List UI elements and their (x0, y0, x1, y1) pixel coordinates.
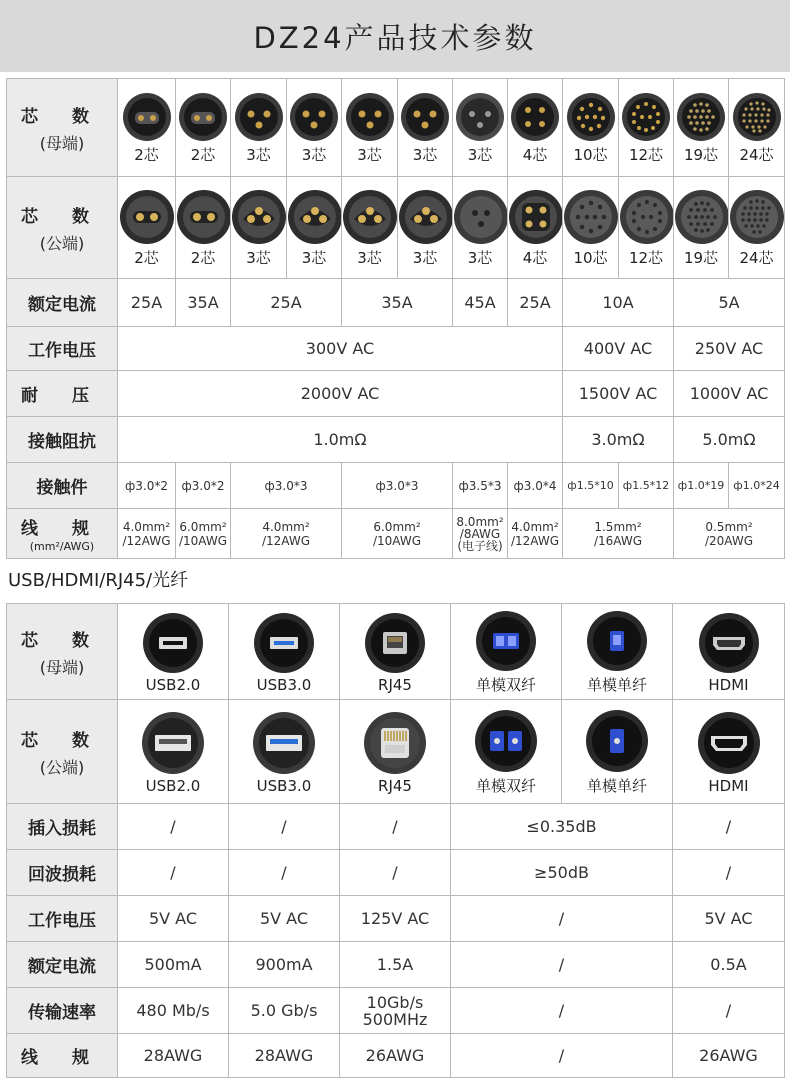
port-cell: HDMI (673, 700, 785, 804)
fiber-simplex-male-icon (585, 709, 649, 773)
wire-value: 4.0mm² /12AWG (231, 509, 342, 559)
resistance-row (7, 417, 785, 463)
contact-value: ф1.5*10 (563, 463, 619, 509)
connector-4pin-male-icon (508, 189, 563, 245)
speed-value: / (451, 988, 673, 1034)
usb-spec-table (6, 603, 785, 1078)
connector-cell: 24芯 (729, 177, 785, 279)
port-cell: USB2.0 (118, 604, 229, 700)
usb2-female-icon (142, 612, 204, 674)
current-value: / (451, 942, 673, 988)
usb-female-row (7, 604, 785, 700)
return-value: ≥50dB (451, 850, 673, 896)
return-row (7, 850, 785, 896)
insertion-value: / (118, 804, 229, 850)
wire-value: 0.5mm² /20AWG (674, 509, 785, 559)
page-title: DZ24产品技术参数 (253, 20, 537, 55)
port-cell: USB3.0 (229, 700, 340, 804)
connector-cell: 3芯 (231, 79, 287, 177)
wire-value: 26AWG (673, 1034, 785, 1078)
row-header-current: 额定电流 (7, 279, 118, 327)
connector-3pin-female-icon (400, 92, 450, 142)
contact-value: ф1.0*19 (674, 463, 729, 509)
section-title-usb: USB/HDMI/RJ45/光纤 (8, 570, 189, 591)
fiber-simplex-female-icon (586, 610, 648, 672)
connector-cell: 2芯 (176, 177, 231, 279)
usb-male-row (7, 700, 785, 804)
connector-cell: 2芯 (118, 79, 176, 177)
male-cores-row (7, 177, 785, 279)
row-header-wire: 线 规 (mm²/AWG) (7, 509, 118, 559)
current-value: 25A (118, 279, 176, 327)
connector-3pin-female-icon (289, 92, 339, 142)
current-value: 45A (453, 279, 508, 327)
row-header-male: 芯 数 (公端) (7, 177, 118, 279)
row-header-insertion: 插入损耗 (7, 804, 118, 850)
connector-2pin-female-icon (122, 92, 172, 142)
resistance-value: 1.0mΩ (118, 417, 563, 463)
connector-cell: 3芯 (287, 177, 342, 279)
voltage-value: 300V AC (118, 327, 563, 371)
connector-2pin-male-icon (119, 189, 175, 245)
connector-3pin-male-icon (287, 189, 342, 245)
connector-cell: 3芯 (231, 177, 287, 279)
row-header-female: 芯 数 (母端) (7, 79, 118, 177)
fiber-duplex-male-icon (474, 709, 538, 773)
current-value: 25A (508, 279, 563, 327)
wire-value: 28AWG (118, 1034, 229, 1078)
port-cell: RJ45 (340, 604, 451, 700)
row-header-male: 芯 数 (公端) (7, 700, 118, 804)
row-header-resistance: 接触阻抗 (7, 417, 118, 463)
withstand-row (7, 371, 785, 417)
usb-current-row (7, 942, 785, 988)
connector-3pin-female-icon (455, 92, 505, 142)
row-header-withstand: 耐 压 (7, 371, 118, 417)
port-cell: HDMI (673, 604, 785, 700)
resistance-value: 3.0mΩ (563, 417, 674, 463)
wire-value: 4.0mm² /12AWG (118, 509, 176, 559)
wire-value: 6.0mm² /10AWG (342, 509, 453, 559)
insertion-value: / (229, 804, 340, 850)
wire-value: 4.0mm² /12AWG (508, 509, 563, 559)
connector-cell: 2芯 (118, 177, 176, 279)
current-row (7, 279, 785, 327)
wire-value: 6.0mm² /10AWG (176, 509, 231, 559)
voltage-row (7, 327, 785, 371)
connector-3pin-male-icon (398, 189, 453, 245)
speed-value: / (673, 988, 785, 1034)
speed-value: 5.0 Gb/s (229, 988, 340, 1034)
port-cell: USB3.0 (229, 604, 340, 700)
connector-4pin-female-icon (510, 92, 560, 142)
voltage-value: 5V AC (118, 896, 229, 942)
connector-cell: 3芯 (398, 177, 453, 279)
voltage-value: 125V AC (340, 896, 451, 942)
connector-3pin-male-icon (231, 189, 287, 245)
connector-cell: 24芯 (729, 79, 785, 177)
contact-value: ф3.0*2 (118, 463, 176, 509)
wire-row (7, 509, 785, 559)
row-header-voltage: 工作电压 (7, 896, 118, 942)
usb3-female-icon (253, 612, 315, 674)
return-value: / (229, 850, 340, 896)
connector-cell: 10芯 (563, 177, 619, 279)
contact-value: ф3.0*3 (342, 463, 453, 509)
hdmi-male-icon (697, 711, 761, 775)
dz24-spec-table (6, 78, 785, 559)
current-value: 10A (563, 279, 674, 327)
current-value: 35A (342, 279, 453, 327)
row-header-return: 回波损耗 (7, 850, 118, 896)
wire-value: 28AWG (229, 1034, 340, 1078)
wire-value: 26AWG (340, 1034, 451, 1078)
voltage-value: 5V AC (229, 896, 340, 942)
row-header-wire: 线 规 (7, 1034, 118, 1078)
return-value: / (340, 850, 451, 896)
row-header-voltage: 工作电压 (7, 327, 118, 371)
contact-value: ф1.5*12 (619, 463, 674, 509)
rj45-female-icon (364, 612, 426, 674)
withstand-value: 1500V AC (563, 371, 674, 417)
withstand-value: 2000V AC (118, 371, 563, 417)
connector-cell: 19芯 (674, 177, 729, 279)
port-cell: 单模单纤 (562, 604, 673, 700)
insertion-value: / (340, 804, 451, 850)
wire-value: 8.0mm² /8AWG (电子线) (453, 509, 508, 559)
port-cell: RJ45 (340, 700, 451, 804)
row-header-contact: 接触件 (7, 463, 118, 509)
fiber-duplex-female-icon (475, 610, 537, 672)
connector-10pin-female-icon (566, 92, 616, 142)
return-value: / (673, 850, 785, 896)
connector-10pin-male-icon (563, 189, 619, 245)
current-value: 5A (674, 279, 785, 327)
return-value: / (118, 850, 229, 896)
connector-24pin-female-icon (732, 92, 782, 142)
connector-cell: 3芯 (342, 79, 398, 177)
connector-cell: 10芯 (563, 79, 619, 177)
connector-3pin-female-icon (234, 92, 284, 142)
hdmi-female-icon (698, 612, 760, 674)
connector-24pin-male-icon (729, 189, 785, 245)
port-cell: USB2.0 (118, 700, 229, 804)
connector-cell: 3芯 (453, 79, 508, 177)
wire-value: 1.5mm² /16AWG (563, 509, 674, 559)
voltage-value: 5V AC (673, 896, 785, 942)
usb3-male-icon (252, 711, 316, 775)
speed-value: 10Gb/s 500MHz (340, 988, 451, 1034)
current-value: 35A (176, 279, 231, 327)
connector-3pin-male-icon (453, 189, 508, 245)
connector-cell: 3芯 (453, 177, 508, 279)
port-cell: 单模单纤 (562, 700, 673, 804)
resistance-value: 5.0mΩ (674, 417, 785, 463)
connector-19pin-male-icon (674, 189, 729, 245)
connector-12pin-female-icon (621, 92, 671, 142)
connector-cell: 3芯 (398, 79, 453, 177)
voltage-value: 250V AC (674, 327, 785, 371)
current-value: 1.5A (340, 942, 451, 988)
current-value: 25A (231, 279, 342, 327)
connector-cell: 19芯 (674, 79, 729, 177)
insertion-row (7, 804, 785, 850)
insertion-value: / (673, 804, 785, 850)
connector-cell: 4芯 (508, 177, 563, 279)
contact-value: ф3.5*3 (453, 463, 508, 509)
connector-19pin-female-icon (676, 92, 726, 142)
usb2-male-icon (141, 711, 205, 775)
female-cores-row (7, 79, 785, 177)
connector-3pin-female-icon (345, 92, 395, 142)
contact-value: ф3.0*4 (508, 463, 563, 509)
connector-3pin-male-icon (342, 189, 398, 245)
insertion-value: ≤0.35dB (451, 804, 673, 850)
wire-value: / (451, 1034, 673, 1078)
contact-value: ф3.0*3 (231, 463, 342, 509)
connector-2pin-male-icon (176, 189, 231, 245)
connector-cell: 3芯 (287, 79, 342, 177)
port-cell: 单模双纤 (451, 604, 562, 700)
speed-row (7, 988, 785, 1034)
withstand-value: 1000V AC (674, 371, 785, 417)
current-value: 900mA (229, 942, 340, 988)
connector-cell: 2芯 (176, 79, 231, 177)
voltage-value: / (451, 896, 673, 942)
voltage-value: 400V AC (563, 327, 674, 371)
title-banner (0, 0, 790, 72)
rj45-male-icon (363, 711, 427, 775)
contact-value: ф3.0*2 (176, 463, 231, 509)
row-header-speed: 传输速率 (7, 988, 118, 1034)
connector-cell: 12芯 (619, 177, 674, 279)
speed-value: 480 Mb/s (118, 988, 229, 1034)
connector-cell: 4芯 (508, 79, 563, 177)
usb-voltage-row (7, 896, 785, 942)
row-header-female: 芯 数 (母端) (7, 604, 118, 700)
contact-value: ф1.0*24 (729, 463, 785, 509)
port-cell: 单模双纤 (451, 700, 562, 804)
connector-cell: 12芯 (619, 79, 674, 177)
connector-12pin-male-icon (619, 189, 674, 245)
row-header-current: 额定电流 (7, 942, 118, 988)
usb-wire-row (7, 1034, 785, 1078)
contact-row (7, 463, 785, 509)
connector-cell: 3芯 (342, 177, 398, 279)
current-value: 500mA (118, 942, 229, 988)
connector-2pin-female-icon (178, 92, 228, 142)
current-value: 0.5A (673, 942, 785, 988)
